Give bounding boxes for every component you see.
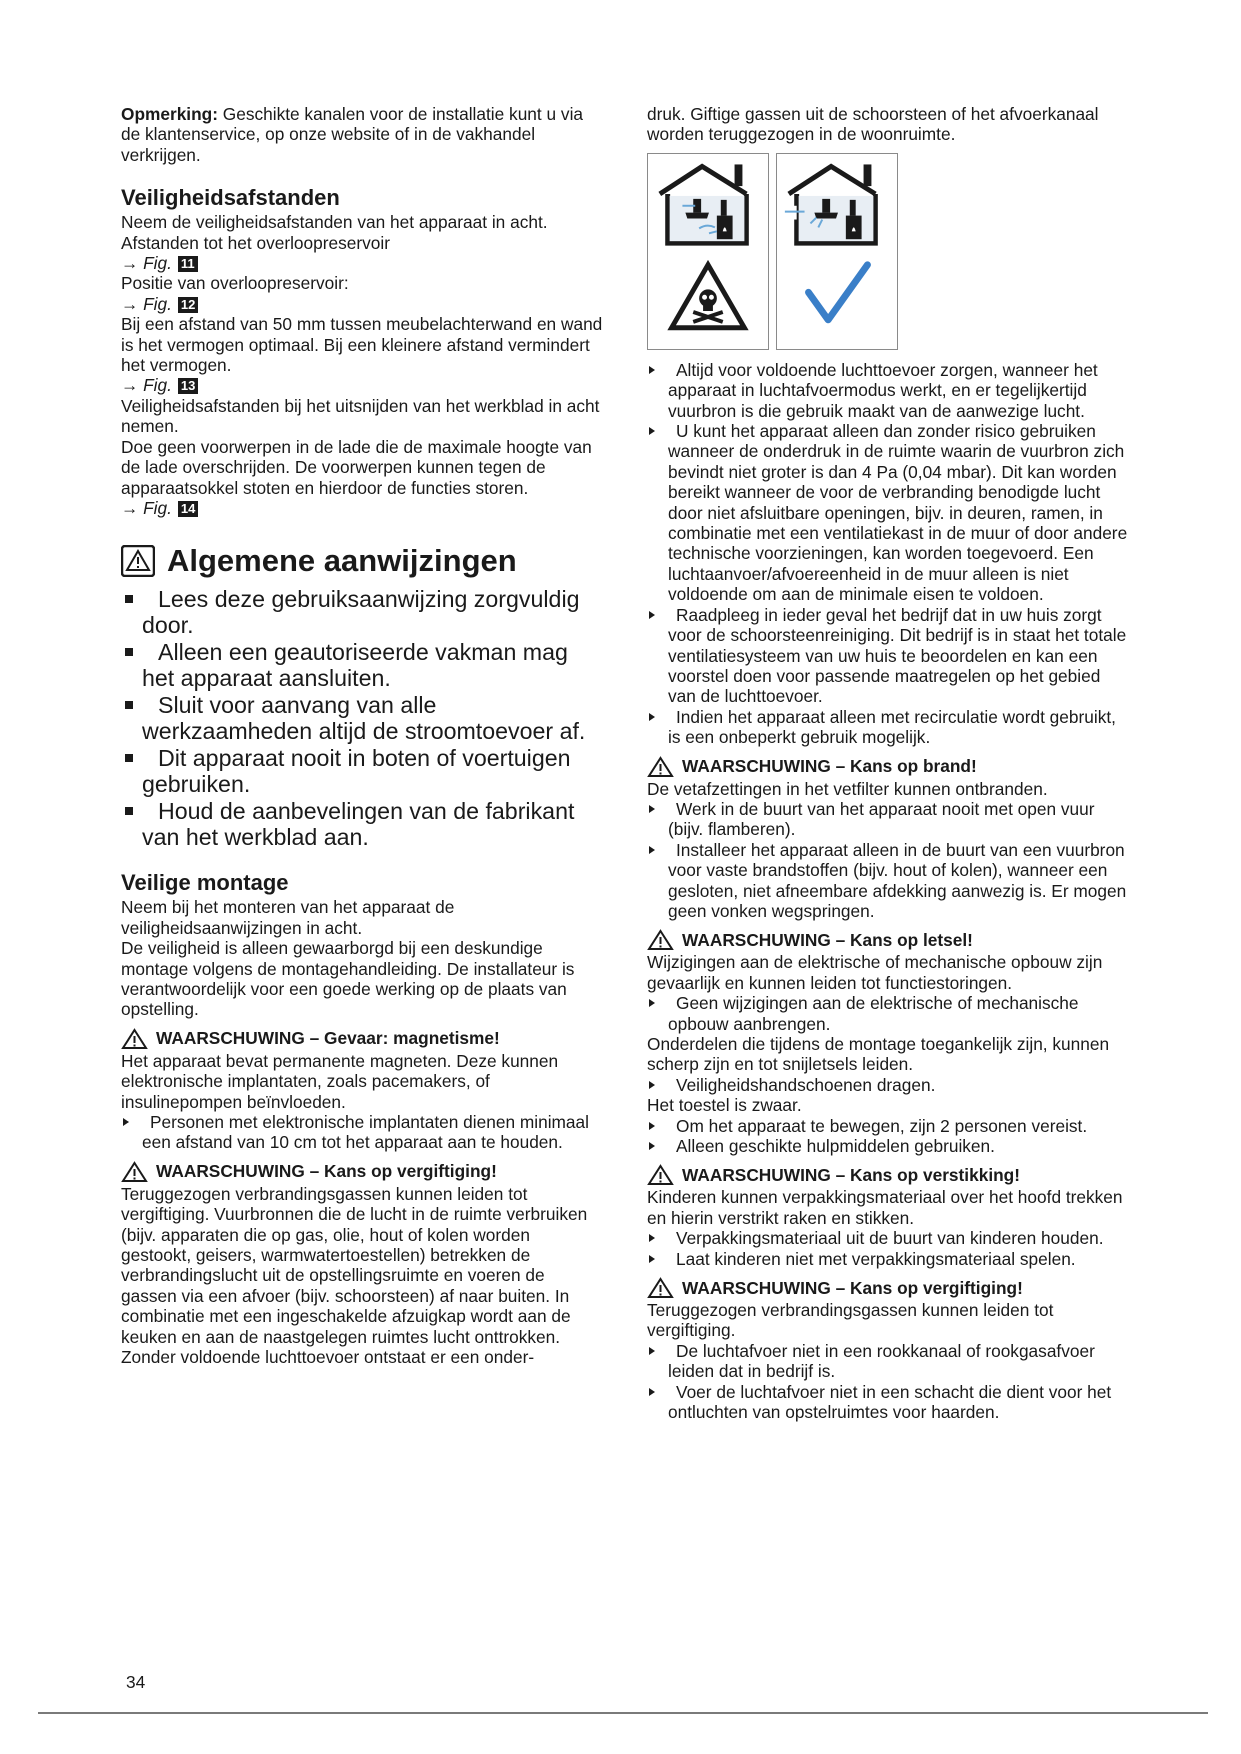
safety-line-2: Afstanden tot het overloopreservoir <box>121 232 390 253</box>
fig-ref-11 <box>121 253 603 273</box>
warning-box-icon <box>121 545 155 577</box>
triangle-bullet-icon <box>649 366 655 374</box>
note-label: Opmerking: <box>121 104 218 124</box>
list-item <box>121 1112 603 1153</box>
triangle-bullet-icon <box>649 1234 655 1242</box>
general-list <box>121 586 603 850</box>
warning-text: Teruggezogen verbrandingsgassen kunnen leiden tot vergiftiging. Vuurbronnen die de lucht in de ruimte verbruiken (bijv. apparaten die op gas, olie, hout of kolen worden gestookt, geisers, warmwatertoestellen) betrekken de verbrandingslucht uit de opstellingsruimte en voeren de gassen via een afvoer (bijv. schoorsteen) af naar buiten. In combinatie met een ingeschakelde afzuigkap wordt aan de keuken en aan de naastgelegen ruimtes lucht onttrokken. Zonder voldoende luchttoevoer ontstaat er een onder- <box>121 1183 588 1368</box>
triangle-bullet-icon <box>649 1142 655 1150</box>
safety-line-1: Neem de veiligheidsafstanden van het apparaat in acht. <box>121 212 548 233</box>
list-item-text: Veiligheidshandschoenen dragen. <box>676 1074 936 1095</box>
warning-text: Teruggezogen verbrandingsgassen kunnen leiden tot vergiftiging. <box>647 1300 1054 1341</box>
triangle-bullet-icon <box>649 1122 655 1130</box>
list-item <box>121 586 603 638</box>
warning-list <box>647 1116 1132 1157</box>
unsafe-ventilation-illustration <box>647 153 769 350</box>
list-item <box>121 745 603 797</box>
warning-triangle-icon <box>121 1028 148 1050</box>
warning-triangle-icon <box>647 1277 674 1299</box>
square-bullet-icon <box>125 701 133 709</box>
warning-triangle-icon <box>121 1161 148 1183</box>
safety-line-3: Positie van overloopreservoir: <box>121 273 349 294</box>
fig-ref-label: → Fig. <box>121 375 172 396</box>
list-item <box>121 639 603 691</box>
triangle-bullet-icon <box>649 1388 655 1396</box>
list-item-text: Raadpleeg in ieder geval het bedrijf dat in uw huis zorgt voor de schoorsteenreiniging. Dit bedrijf is in staat het totale ventilatiesysteem van uw huis te beoordelen en kan een voorstel doen voor passende maatregelen op het gebied van de luchttoevoer. <box>668 604 1127 707</box>
list-item <box>647 1341 1132 1382</box>
list-item <box>647 799 1132 840</box>
note-paragraph <box>121 104 603 165</box>
list-item <box>647 1382 1132 1423</box>
fig-ref-13 <box>121 375 603 395</box>
note-text: Geschikte kanalen voor de installatie kunt u via de klantenservice, op onze website of in de vakhandel verkrijgen. <box>121 104 584 165</box>
warning-list <box>647 1228 1132 1269</box>
list-item <box>647 605 1132 707</box>
warning-title: WAARSCHUWING – Kans op vergiftiging! <box>682 1277 1023 1298</box>
list-item <box>647 707 1132 748</box>
list-item <box>647 360 1132 421</box>
list-item <box>647 1116 1132 1136</box>
fig-ref-label: → Fig. <box>121 497 172 518</box>
list-item-text: Sluit voor aanvang van alle werkzaamheden altijd de stroomtoevoer af. <box>142 692 586 745</box>
safety-line-5: Veiligheidsafstanden bij het uitsnijden van het werkblad in acht nemen. <box>121 395 600 437</box>
list-item-text: U kunt het apparaat alleen dan zonder risico gebruiken wanneer de onderdruk in de ruimte waarin de vuurbron zich bevindt niet groter is dan 4 Pa (0,04 mbar). Dit kan worden bereikt wanneer de voor de verbranding benodigde lucht door niet afsluitbare openingen, bijv. in deuren, ramen, in combinatie met een ventilatiekast in de muur of door andere technische voorzieningen, kan worden toegevoerd. Een luchtaanvoer/afvoereenheid in de muur alleen is niet voldoende om aan de minimale eisen te voldoen. <box>668 421 1128 605</box>
triangle-bullet-icon <box>649 1081 655 1089</box>
left-column <box>121 104 603 1367</box>
warning-text: De vetafzettingen in het vetfilter kunnen ontbranden. <box>647 778 1048 799</box>
triangle-bullet-icon <box>649 713 655 721</box>
fig-ref-12 <box>121 294 603 314</box>
warning-list <box>647 1341 1132 1423</box>
continuation-text: druk. Giftige gassen uit de schoorsteen of het afvoerkanaal worden teruggezogen in de woonruimte. <box>647 104 1099 145</box>
triangle-bullet-icon <box>123 1118 129 1126</box>
warning-text: Kinderen kunnen verpakkingsmateriaal over het hoofd trekken en hierin verstrikt raken en stikken. <box>647 1187 1123 1228</box>
list-item <box>647 840 1132 922</box>
warning-poisoning <box>121 1161 603 1183</box>
list-item-text: De luchtafvoer niet in een rookkanaal of rookgasafvoer leiden dat in bedrijf is. <box>668 1340 1095 1382</box>
triangle-bullet-icon <box>649 999 655 1007</box>
list-item-text: Installeer het apparaat alleen in de buurt van een vuurbron voor vaste brandstoffen (bijv. hout of kolen), wanneer een gesloten, niet afneembare afdekking aanwezig is. Er mogen geen vonken wegspringen. <box>668 839 1127 921</box>
warning-list <box>647 1075 1132 1095</box>
warning-title: WAARSCHUWING – Kans op verstikking! <box>682 1164 1020 1185</box>
list-item-text: Altijd voor voldoende luchttoevoer zorgen, wanneer het apparaat in luchtafvoermodus werkt, en er tegelijkertijd vuurbron is die gebruik maakt van de aanwezige lucht. <box>668 359 1098 421</box>
warning-title: WAARSCHUWING – Kans op brand! <box>682 756 977 777</box>
triangle-bullet-icon <box>649 1255 655 1263</box>
general-section-header <box>121 542 603 580</box>
list-item <box>647 1228 1132 1248</box>
triangle-bullet-icon <box>649 846 655 854</box>
fig-number-badge: 13 <box>178 378 198 394</box>
list-item <box>647 1075 1132 1095</box>
list-item <box>121 692 603 744</box>
list-item-text: Dit apparaat nooit in boten of voertuigen gebruiken. <box>142 745 571 798</box>
ventilation-illustrations <box>647 153 1132 350</box>
fig-number-badge: 14 <box>178 501 198 517</box>
safety-line-6: Doe geen voorwerpen in de lade die de maximale hoogte van de lade overschrijden. De voorwerpen kunnen tegen de apparaatsokkel stoten en hierdoor de functies storen. <box>121 436 592 498</box>
square-bullet-icon <box>125 807 133 815</box>
warning-injury <box>647 929 1132 951</box>
ventilation-list <box>647 360 1132 748</box>
warning-triangle-icon <box>647 1164 674 1186</box>
general-heading: Algemene aanwijzingen <box>167 543 517 579</box>
list-item <box>647 421 1132 605</box>
warning-text: Het apparaat bevat permanente magneten. Deze kunnen elektronische implantaten, zoals pacemakers, of insulinepompen beïnvloeden. <box>121 1050 559 1112</box>
fig-ref-14 <box>121 498 603 518</box>
square-bullet-icon <box>125 595 133 603</box>
footer-divider <box>38 1712 1208 1714</box>
list-item-text: Voer de luchtafvoer niet in een schacht die dient voor het ontluchten van opstelruimtes voor haarden. <box>668 1381 1112 1423</box>
warning-suffocation <box>647 1164 1132 1186</box>
triangle-bullet-icon <box>649 427 655 435</box>
list-item-text: Laat kinderen niet met verpakkingsmateriaal spelen. <box>676 1248 1076 1269</box>
warning-text: Het toestel is zwaar. <box>647 1095 802 1116</box>
warning-list <box>121 1112 603 1153</box>
list-item-text: Lees deze gebruiksaanwijzing zorgvuldig door. <box>142 586 580 639</box>
warning-text: Wijzigingen aan de elektrische of mechanische opbouw zijn gevaarlijk en kunnen leiden tot functiestoringen. <box>647 952 1103 993</box>
warning-text: Onderdelen die tijdens de montage toegankelijk zijn, kunnen scherp zijn en tot snijletsels leiden. <box>647 1034 1110 1075</box>
warning-triangle-icon <box>647 929 674 951</box>
safe-ventilation-illustration <box>776 153 898 350</box>
safe-mounting-heading: Veilige montage <box>121 870 289 896</box>
warning-title: WAARSCHUWING – Kans op letsel! <box>682 929 973 950</box>
list-item <box>647 1136 1132 1156</box>
list-item <box>647 1249 1132 1269</box>
fig-number-badge: 12 <box>178 297 198 313</box>
triangle-bullet-icon <box>649 611 655 619</box>
warning-title: WAARSCHUWING – Kans op vergiftiging! <box>156 1161 497 1182</box>
list-item-text: Geen wijzigingen aan de elektrische of mechanische opbouw aanbrengen. <box>668 993 1079 1034</box>
mount-paragraph-2: De veiligheid is alleen gewaarborgd bij een deskundige montage volgens de montagehandleiding. De installateur is verantwoordelijk voor een goede werking op de plaats van opstelling. <box>121 938 575 1020</box>
warning-list <box>647 799 1132 921</box>
list-item-text: Om het apparaat te bewegen, zijn 2 personen vereist. <box>676 1115 1088 1136</box>
warning-magnetism <box>121 1028 603 1050</box>
list-item-text: Indien het apparaat alleen met recirculatie wordt gebruikt, is een onbeperkt gebruik mogelijk. <box>668 706 1116 748</box>
list-item-text: Personen met elektronische implantaten dienen minimaal een afstand van 10 cm tot het apparaat aan te houden. <box>142 1111 589 1153</box>
warning-title: WAARSCHUWING – Gevaar: magnetisme! <box>156 1028 500 1049</box>
triangle-bullet-icon <box>649 1347 655 1355</box>
right-column <box>647 104 1132 1423</box>
list-item-text: Houd de aanbevelingen van de fabrikant van het werkblad aan. <box>142 798 575 851</box>
warning-triangle-icon <box>647 756 674 778</box>
warning-fire <box>647 756 1132 778</box>
list-item-text: Verpakkingsmateriaal uit de buurt van kinderen houden. <box>676 1228 1104 1249</box>
triangle-bullet-icon <box>649 805 655 813</box>
list-item-text: Alleen een geautoriseerde vakman mag het apparaat aansluiten. <box>142 639 568 692</box>
fig-ref-label: → Fig. <box>121 253 172 274</box>
safety-line-4: Bij een afstand van 50 mm tussen meubelachterwand en wand is het vermogen optimaal. Bij een kleinere afstand vermindert het vermogen. <box>121 314 603 376</box>
list-item-text: Werk in de buurt van het apparaat nooit met open vuur (bijv. flamberen). <box>668 798 1095 840</box>
fig-ref-label: → Fig. <box>121 293 172 314</box>
square-bullet-icon <box>125 648 133 656</box>
square-bullet-icon <box>125 754 133 762</box>
list-item-text: Alleen geschikte hulpmiddelen gebruiken. <box>676 1136 995 1157</box>
warning-poisoning-2 <box>647 1277 1132 1299</box>
list-item <box>647 993 1132 1034</box>
fig-number-badge: 11 <box>178 256 198 272</box>
list-item <box>121 798 603 850</box>
mount-paragraph-1: Neem bij het monteren van het apparaat de veiligheidsaanwijzingen in acht. <box>121 897 455 938</box>
page-number: 34 <box>126 1672 146 1692</box>
safety-distances-heading: Veiligheidsafstanden <box>121 185 340 211</box>
warning-list <box>647 993 1132 1034</box>
